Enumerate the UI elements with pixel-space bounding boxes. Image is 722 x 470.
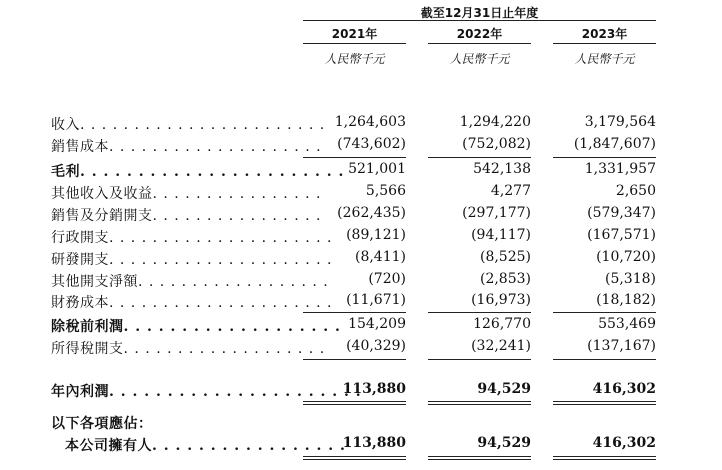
year-2021-underline xyxy=(303,43,406,44)
table-cell: 94,529 xyxy=(477,381,531,397)
table-cell: 553,469 xyxy=(598,316,656,332)
table-cell: (89,121) xyxy=(346,227,406,243)
subtotal-rule xyxy=(303,312,406,313)
table-cell: (2,853) xyxy=(479,271,531,287)
table-cell: 94,529 xyxy=(477,435,531,451)
table-cell: (167,571) xyxy=(587,227,656,243)
row-label-owners-of-company: 本公司擁有人. . . . . . . . . . . . . . . . . xyxy=(65,438,346,454)
attributable-heading: 以下各項應佔： xyxy=(51,416,153,432)
year-2023-underline xyxy=(553,43,656,44)
table-cell: (5,318) xyxy=(604,271,656,287)
table-cell: (40,329) xyxy=(346,338,406,354)
row-label-finance-costs: 財務成本. . . . . . . . . . . . . . . . . . . . . xyxy=(51,295,333,311)
table-cell: 3,179,564 xyxy=(584,114,656,130)
table-cell: (94,117) xyxy=(471,227,531,243)
total-double-rule xyxy=(303,401,406,405)
total-double-rule xyxy=(553,401,656,405)
table-cell: (579,347) xyxy=(587,205,656,221)
total-double-rule xyxy=(428,456,531,460)
year-2022-header: 2022年 xyxy=(456,27,503,41)
row-label-rd-expenses: 研發開支. . . . . . . . . . . . . . . . . . . . . xyxy=(51,252,333,268)
row-label-selling-expenses: 銷售及分銷開支. . . . . . . . . . . . . . . . xyxy=(51,208,322,224)
table-cell: 1,331,957 xyxy=(584,161,656,177)
table-cell: (32,241) xyxy=(471,338,531,354)
row-label-admin-expenses: 行政開支. . . . . . . . . . . . . . . . . . . . . xyxy=(51,230,333,246)
subtotal-rule xyxy=(553,359,656,360)
table-cell: 416,302 xyxy=(592,381,656,397)
table-cell: 4,277 xyxy=(490,183,531,199)
row-label-profit-before-tax: 除稅前利潤. . . . . . . . . . . . . . . . . . . xyxy=(51,319,341,335)
row-label-profit-for-year: 年內利潤. . . . . . . . . . . . . . . . . . . . . . xyxy=(51,384,362,400)
unit-label-2022: 人民幣千元 xyxy=(449,52,510,66)
row-label-revenue: 收入. . . . . . . . . . . . . . . . . . . . . . . xyxy=(51,117,326,133)
period-header: 截至12月31日止年度 xyxy=(420,6,539,20)
subtotal-rule xyxy=(303,157,406,158)
table-cell: 542,138 xyxy=(473,161,531,177)
table-cell: 126,770 xyxy=(473,316,531,332)
table-cell: 1,264,603 xyxy=(334,114,406,130)
table-cell: (8,525) xyxy=(479,249,531,265)
subtotal-rule xyxy=(553,157,656,158)
table-cell: 521,001 xyxy=(348,161,406,177)
total-double-rule xyxy=(553,456,656,460)
year-2023-header: 2023年 xyxy=(581,27,628,41)
year-2022-underline xyxy=(428,43,531,44)
subtotal-rule xyxy=(428,157,531,158)
table-cell: (16,973) xyxy=(471,292,531,308)
total-double-rule xyxy=(303,456,406,460)
row-label-other-income: 其他收入及收益. . . . . . . . . . . . . . . . xyxy=(51,186,322,202)
table-cell: (297,177) xyxy=(462,205,531,221)
table-cell: 113,880 xyxy=(342,381,406,397)
subtotal-rule xyxy=(428,312,531,313)
table-cell: (752,082) xyxy=(462,136,531,152)
table-cell: 2,650 xyxy=(615,183,656,199)
unit-label-2021: 人民幣千元 xyxy=(324,52,385,66)
table-cell: 5,566 xyxy=(365,183,406,199)
table-cell: (18,182) xyxy=(596,292,656,308)
table-cell: (137,167) xyxy=(587,338,656,354)
row-label-gross-profit: 毛利. . . . . . . . . . . . . . . . . . . . . . . xyxy=(51,164,345,180)
table-cell: 113,880 xyxy=(342,435,406,451)
table-cell: 154,209 xyxy=(348,316,406,332)
table-cell: (1,847,607) xyxy=(573,136,656,152)
period-underline xyxy=(303,20,656,21)
table-cell: (262,435) xyxy=(337,205,406,221)
year-2021-header: 2021年 xyxy=(331,27,378,41)
subtotal-rule xyxy=(428,359,531,360)
table-cell: 1,294,220 xyxy=(459,114,531,130)
row-label-income-tax: 所得稅開支. . . . . . . . . . . . . . . . . . . xyxy=(51,341,326,357)
table-cell: 416,302 xyxy=(592,435,656,451)
row-label-cost-of-sales: 銷售成本. . . . . . . . . . . . . . . . . . . . xyxy=(51,139,322,155)
total-double-rule xyxy=(428,401,531,405)
table-cell: (743,602) xyxy=(337,136,406,152)
table-cell: (11,671) xyxy=(346,292,406,308)
table-cell: (720) xyxy=(368,271,406,287)
unit-label-2023: 人民幣千元 xyxy=(574,52,635,66)
subtotal-rule xyxy=(553,312,656,313)
subtotal-rule xyxy=(303,359,406,360)
table-cell: (10,720) xyxy=(596,249,656,265)
table-cell: (8,411) xyxy=(354,249,406,265)
row-label-other-expenses: 其他開支淨額. . . . . . . . . . . . . . . . . . xyxy=(51,274,329,290)
